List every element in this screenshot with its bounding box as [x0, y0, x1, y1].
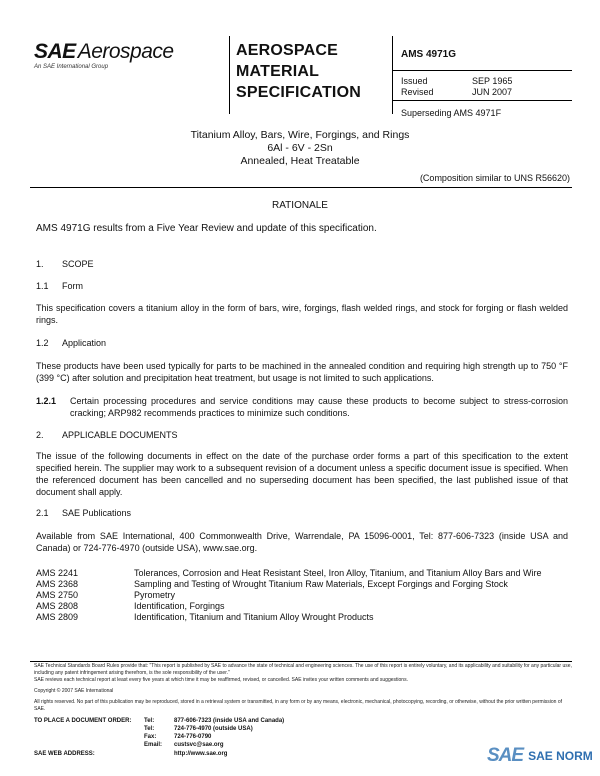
section-1-2-1 — [36, 395, 568, 419]
document-type-title — [236, 40, 386, 103]
document-id: AMS 2750 — [36, 590, 79, 600]
subject-line-1: Titanium Alloy, Bars, Wire, Forgings, and Rings — [190, 129, 410, 141]
tel-label: Tel: — [144, 718, 155, 724]
subject-line-3: Annealed, Heat Treatable — [240, 155, 360, 167]
rationale-heading: RATIONALE — [272, 200, 328, 211]
header-divider-right — [392, 36, 393, 114]
issued-date: SEP 1965 — [472, 76, 513, 86]
order-label: TO PLACE A DOCUMENT ORDER: — [34, 718, 132, 724]
section-1-2-text: These products have been used typically for parts to be machined in the annealed condition and requiring high strength up to 750 °F (399 °C) after solution and precipitation heat treatment, but usage is not limited to such applications. — [36, 361, 568, 383]
logo-subtitle: An SAE International Group — [34, 64, 109, 70]
order-contact-block — [34, 718, 334, 768]
web-link[interactable]: http://www.sae.org — [174, 751, 228, 757]
title-line-2: MATERIAL — [236, 63, 320, 80]
document-title: Identification, Titanium and Titanium Alloy Wrought Products — [134, 612, 374, 622]
header-rule-2 — [392, 100, 572, 101]
tel-inside: 877-606-7323 (inside USA and Canada) — [174, 718, 285, 724]
logo-sae-text: SAE — [34, 40, 76, 63]
footer-rights-note: All rights reserved. No part of this publication may be reproduced, stored in a retrieval system or transmitted, in any form or by any means, electronic, mechanical, photocopying, recording, or otherwise, without the prior written permission of SAE. — [34, 699, 563, 712]
revised-date: JUN 2007 — [472, 87, 513, 97]
section-title: Application — [62, 338, 107, 348]
tel-outside: 724-776-4970 (outside USA) — [174, 726, 253, 732]
section-number: 2. — [36, 430, 44, 440]
header-divider-left — [229, 36, 230, 114]
section-number: 2.1 — [36, 508, 49, 518]
title-line-3: SPECIFICATION — [236, 84, 361, 101]
ams-number: AMS 4971G — [401, 49, 457, 60]
issued-label: Issued — [401, 76, 428, 86]
revised-label: Revised — [401, 87, 434, 97]
rationale-text: AMS 4971G results from a Five Year Review and update of this specification. — [36, 223, 377, 234]
section-1-heading — [36, 259, 94, 269]
composition-note: (Composition similar to UNS R56620) — [419, 173, 570, 183]
norm-logo-text: SAE NORM — [528, 749, 593, 763]
document-title: Identification, Forgings — [134, 601, 225, 611]
section-2-text: The issue of the following documents in effect on the date of the purchase order forms a part of this specification to the extent specified herein. The supplier may work to a subsequent revision of a document unless a specific document issue is specified. When the referenced document has been cancelled and no superseding document has been specified, the last published issue of that document shall apply. — [36, 451, 568, 497]
section-1-1-heading — [36, 281, 83, 291]
document-list — [36, 568, 568, 623]
email-link[interactable]: custsvc@sae.org — [174, 742, 224, 748]
tel-label: Tel: — [144, 726, 155, 732]
footer-rules-note: SAE Technical Standards Board Rules provide that: "This report is published by SAE to advance the state of technical and engineering sciences. The use of this report is entirely voluntary, and its applicability and suitability for any particular use, including any patent infringement arising therefrom, is the sole responsibility of the user." — [34, 663, 572, 676]
section-number: 1.1 — [36, 281, 49, 291]
header-rule-1 — [392, 70, 572, 71]
sae-aerospace-logo — [34, 40, 174, 64]
section-title: SCOPE — [62, 259, 94, 269]
email-label: Email: — [144, 742, 163, 748]
section-1-2-1-text: Certain processing procedures and service conditions may cause these products to become subject to stress-corrosion cracking; ARP982 recommends practices to minimize such conditions. — [70, 396, 568, 418]
footer-review-note: SAE reviews each technical report at least every five years at which time it may be reaffirmed, revised, or cancelled. SAE invites your written comments and suggestions. — [34, 677, 408, 683]
document-title: Tolerances, Corrosion and Heat Resistant Steel, Iron Alloy, Titanium, and Titanium Alloy Bars and Wire — [134, 568, 542, 578]
document-id: AMS 2368 — [36, 579, 79, 589]
document-id: AMS 2241 — [36, 568, 79, 578]
document-row — [36, 590, 568, 601]
subject-rule — [30, 187, 572, 188]
document-row — [36, 568, 568, 579]
section-number: 1. — [36, 259, 44, 269]
document-id: AMS 2809 — [36, 612, 79, 622]
web-label: SAE WEB ADDRESS: — [34, 751, 95, 757]
section-title: APPLICABLE DOCUMENTS — [62, 430, 178, 440]
subject-line-2: 6Al - 6V - 2Sn — [267, 142, 333, 154]
superseding-note: Superseding AMS 4971F — [401, 108, 502, 118]
fax-number: 724-776-0790 — [174, 734, 212, 740]
document-id: AMS 2808 — [36, 601, 79, 611]
section-title: Form — [62, 281, 83, 291]
sae-norm-logo — [487, 745, 593, 767]
section-title: SAE Publications — [62, 508, 132, 518]
section-number: 1.2.1 — [36, 396, 57, 406]
document-row — [36, 579, 568, 590]
document-row — [36, 612, 568, 623]
footer-copyright: Copyright © 2007 SAE International — [34, 688, 114, 694]
title-line-1: AEROSPACE — [236, 42, 338, 59]
norm-logo-sae: SAE — [487, 745, 524, 766]
section-2-1-text: Available from SAE International, 400 Commonwealth Drive, Warrendale, PA 15096-0001, Tel: 877-606-7323 (inside USA and Canada) or 724-776-4970 (outside USA), www.sae.org. — [36, 531, 568, 553]
logo-aerospace-text: Aerospace — [77, 40, 174, 63]
document-title: Sampling and Testing of Wrought Titanium Raw Materials, Except Forgings and Forging Stock — [134, 579, 508, 589]
section-number: 1.2 — [36, 338, 49, 348]
section-2-1-heading — [36, 508, 131, 518]
section-2-heading — [36, 430, 178, 440]
section-1-2-heading — [36, 338, 106, 348]
document-row — [36, 601, 568, 612]
section-1-1-text: This specification covers a titanium alloy in the form of bars, wire, forgings, flash welded rings, and stock for forging or flash welded rings. — [36, 303, 568, 325]
footer-rule — [30, 661, 572, 662]
fax-label: Fax: — [144, 734, 157, 740]
document-title: Pyrometry — [134, 590, 176, 600]
